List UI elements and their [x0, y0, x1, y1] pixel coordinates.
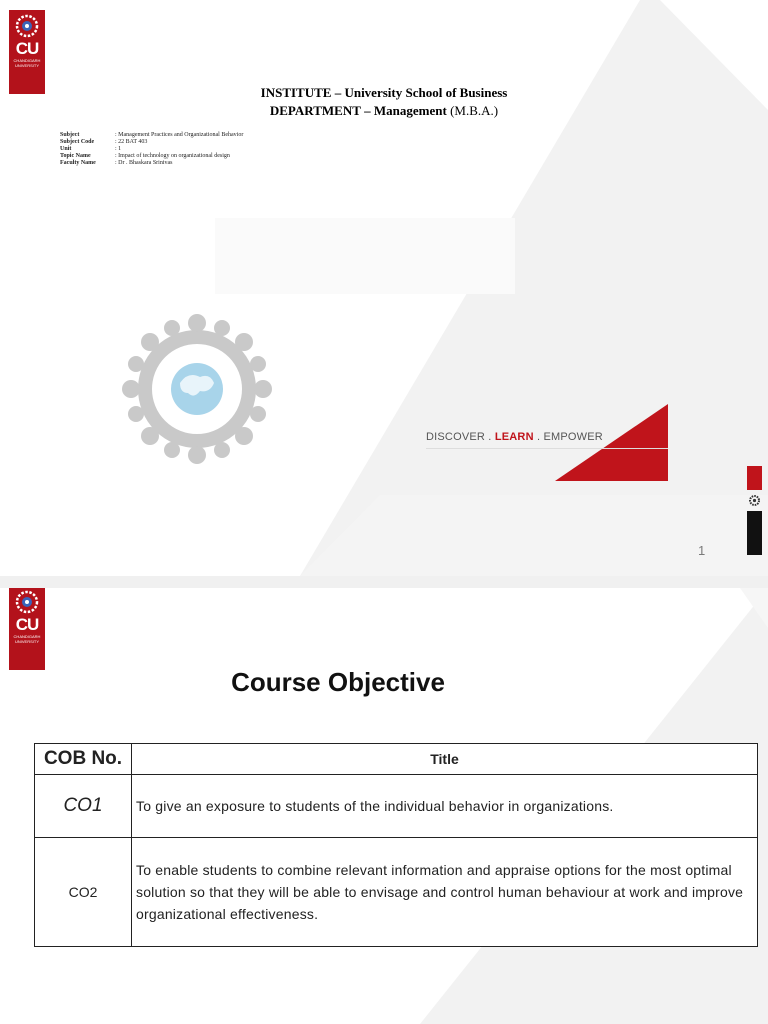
course-meta-table: [60, 132, 243, 167]
cob-id: CO1: [35, 775, 132, 838]
tagline: [426, 431, 603, 443]
logo-letters: CU: [15, 615, 39, 634]
meta-key: Topic Name: [60, 153, 91, 159]
seal-icon: [15, 590, 39, 614]
department-label: DEPARTMENT: [269, 103, 361, 118]
course-objective-slide: [0, 588, 768, 1024]
cob-text: To enable students to combine relevant information and appraise options for the most optimal solution so that they will be able to envisage and control human behaviour at work and improve organizational effectiveness.: [132, 838, 758, 947]
side-gear-icon: [747, 493, 762, 508]
tagline-underline: [426, 448, 668, 449]
university-logo: [9, 10, 45, 94]
meta-key: Unit: [60, 146, 72, 152]
meta-row: [60, 132, 243, 139]
cob-text: To give an exposure to students of the individual behavior in organizations.: [132, 775, 758, 838]
tagline-empower: . EMPOWER: [533, 431, 603, 443]
logo-letters: CU: [15, 39, 39, 58]
slide-title: Course Objective: [231, 667, 445, 697]
meta-key: Faculty Name: [60, 160, 96, 166]
meta-value: : 22 BAT 403: [115, 139, 148, 145]
header-cob-no: COB No.: [35, 744, 132, 775]
meta-row: [60, 153, 243, 160]
meta-row: [60, 146, 243, 153]
page-number: 1: [698, 543, 706, 558]
seal-icon: [15, 14, 39, 38]
meta-key: Subject Code: [60, 139, 95, 145]
meta-value: : Management Practices and Organizational Behavior: [115, 132, 244, 138]
meta-value: : Impact of technology on organizational design: [115, 153, 230, 159]
tagline-learn: LEARN: [494, 431, 534, 443]
side-bar-black: [747, 511, 762, 555]
table-row: [35, 775, 758, 838]
meta-row: [60, 160, 243, 167]
header-title: Title: [132, 744, 758, 775]
tagline-discover: DISCOVER .: [426, 431, 495, 443]
side-bar-red: [747, 466, 762, 490]
meta-value: : 1: [115, 146, 122, 152]
gear-globe-icon: [118, 313, 276, 465]
department-value: Management: [373, 103, 447, 118]
logo-subtitle: CHANDIGARH UNIVERSITY: [13, 58, 41, 68]
institute-value: University School of Business: [344, 85, 508, 100]
department-heading: DEPARTMENT – Management (M.B.A.): [269, 103, 499, 118]
meta-row: [60, 139, 243, 146]
logo-subtitle: CHANDIGARH UNIVERSITY: [13, 634, 41, 644]
institute-label: INSTITUTE: [260, 85, 332, 100]
meta-value: : Dr . Bhaskara Srinivas: [115, 160, 173, 166]
table-row: [35, 838, 758, 947]
table-header-row: [35, 744, 758, 775]
university-logo: [9, 588, 45, 670]
meta-key: Subject: [60, 132, 80, 138]
department-suffix: (M.B.A.): [450, 103, 499, 118]
course-objective-table: [34, 743, 758, 947]
institute-heading: INSTITUTE – University School of Business: [260, 85, 508, 100]
cob-id: CO2: [35, 838, 132, 947]
